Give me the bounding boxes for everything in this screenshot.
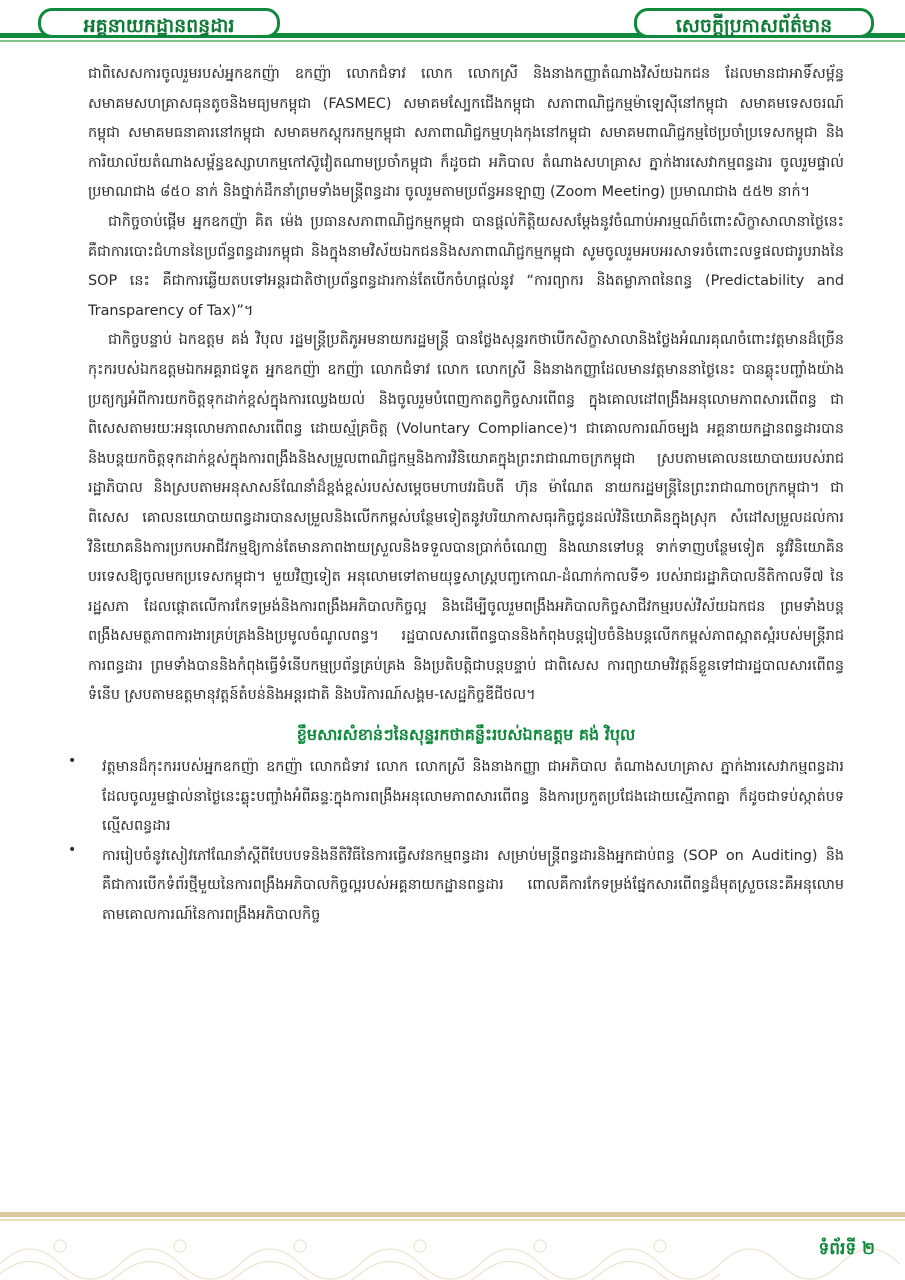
header-right-title: សេចក្តីប្រកាសព័ត៌មាន <box>634 8 874 38</box>
key-points-list <box>68 753 844 931</box>
bullet-text-2: ការរៀបចំនូវសៀវភៅណែនាំស្តីពីបែបបទនិងនីតិវិធីនៃការធ្វើសវនកម្មពន្ធដារ សម្រាប់មន្ត្រីពន្ធដារនិងអ្នកជាប់ពន្ធ (SOP on Auditing) និងគឺជាការបើកទំព័រថ្មីមួយនៃការពង្រឹងអភិបាលកិច្ចល្អរបស់អគ្គនាយកដ្ឋានពន្ធដារ ពោលគឺការកែទម្រង់ផ្នែកសារពើពន្ធដ៏មុតស្រួចនេះគឺអនុលោមតាមគោលការណ៍នៃការពង្រឹងអភិបាលកិច្ច <box>102 847 844 924</box>
bullet-text-1: វត្តមានដ៏កុះកររបស់អ្នកឧកញ៉ា ឧកញ៉ា លោកជំទាវ លោក លោកស្រី និងនាងកញ្ញា ជាអភិបាល តំណាងសហគ្រាស ភ្នាក់ងារសេវាកម្មពន្ធដារ ដែលចូលរួមផ្ទាល់នាថ្ងៃនេះឆ្លុះបញ្ចាំងអំពីឆន្ទៈក្នុងការពង្រឹងអនុលោមភាពសារពើពន្ធ និងការប្រកួតប្រជែងដោយស្មើភាពគ្នា ក៏ដូចជាទប់ស្កាត់បទល្មើសពន្ធដារ <box>102 759 844 835</box>
list-item <box>68 841 844 931</box>
page-header <box>0 0 905 50</box>
page-footer <box>0 1212 905 1280</box>
list-item <box>68 753 844 842</box>
footer-ornament-icon <box>0 1224 905 1280</box>
paragraph-2: ជាកិច្ចចាប់ផ្តើម អ្នកឧកញ៉ា គិត ម៉េង ប្រធានសភាពាណិជ្ជកម្មកម្ពុជា បានផ្តល់កិត្តិយសសម្តែងនូវចំណាប់អារម្មណ៍ចំពោះសិក្ខាសាលានាថ្ងៃនេះ គឺជាការបោះជំហាននៃប្រព័ន្ធពន្ធដារកម្ពុជា និងក្នុងនាមវិស័យឯកជននិងសភាពាណិជ្ជកម្មកម្ពុជា សូមចូលរួមអបអរសាទរចំពោះលទ្ធផលជារូបរាងនៃ SOP នេះ គឺជាការឆ្លើយតបទៅអន្តរជាតិថាប្រព័ន្ធពន្ធដារកាន់តែបើកចំហផ្តល់នូវ “ការព្យាករ និងតម្លាភាពនៃពន្ធ (Predictability and Transparency of Tax)”។ <box>88 213 844 319</box>
paragraph-3: ជាកិច្ចបន្ទាប់ ឯកឧត្តម គង់ វិបុល រដ្ឋមន្ត្រីប្រតិភូអមនាយករដ្ឋមន្ត្រី បានថ្លែងសុន្ទរកថាបើកសិក្ខាសាលានិងថ្លែងអំណរគុណចំពោះវត្តមានដ៏ច្រើនកុះករបស់ឯកឧត្តមឯកអគ្គរាជទូត អ្នកឧកញ៉ា ឧកញ៉ា លោកជំទាវ លោក លោកស្រី និងនាងកញ្ញាដែលមានវត្តមាននាថ្ងៃនេះ បានឆ្លុះបញ្ចាំងយ៉ាងប្រត្យក្សអំពីការយកចិត្តទុកដាក់ខ្ពស់ក្នុងការឈ្វេងយល់ និងចូលរួមបំពេញកាតព្វកិច្ចសារពើពន្ធ ក្នុងគោលដៅពង្រឹងអនុលោមភាពសារពើពន្ធ ជាពិសេសតាមរយៈអនុលោមភាពសារពើពន្ធ ដោយស្ម័គ្រចិត្ត (Voluntary Compliance)។ ជាគោលការណ៍ចម្បង អគ្គនាយកដ្ឋានពន្ធដារបាននិងបន្តយកចិត្តទុកដាក់ខ្ពស់ក្នុងការពង្រឹងនិងសម្រួលពាណិជ្ជកម្មនិងការវិនិយោគក្នុងព្រះរាជាណាចក្រកម្ពុជា ស្របតាមគោលនយោបាយរបស់រាជរដ្ឋាភិបាល និងស្របតាមអនុសាសន៍ណែនាំដ៏ខ្ពង់ខ្ពស់របស់សម្តេចមហាបវរធិបតី ហ៊ុន ម៉ាណែត នាយករដ្ឋមន្ត្រីនៃព្រះរាជាណាចក្រកម្ពុជា។ ជាពិសេស គោលនយោបាយពន្ធដារបានសម្រួលនិងលើកកម្ពស់បន្ថែមទៀតនូវបរិយាកាសធុរកិច្ចជូនដល់វិនិយោគិនក្នុងស្រុក សំដៅសម្រួលដល់ការវិនិយោគនិងការប្រកបអាជីវកម្មឱ្យកាន់តែមានភាពងាយស្រួលនិងទទួលបានប្រាក់ចំណេញ និងឈានទៅបន្ត ទាក់ទាញបន្ថែមទៀត នូវវិនិយោគិនបរទេសឱ្យចូលមកប្រទេសកម្ពុជា។ មួយវិញទៀត អនុលោមទៅតាមយុទ្ធសាស្ត្របញ្ចកោណ-ដំណាក់កាលទី១ របស់រាជរដ្ឋាភិបាលនីតិកាលទី៧ នៃរដ្ឋសភា ដែលផ្តោតលើការកែទម្រង់និងការពង្រឹងអភិបាលកិច្ចល្អ និងដើម្បីចូលរួមពង្រឹងអភិបាលកិច្ចសាជីវកម្មរបស់វិស័យឯកជន ព្រមទាំងបន្តពង្រឹងសមត្ថភាពការងារគ្រប់គ្រងនិងប្រមូលចំណូលពន្ធ។ រដ្ឋបាលសារពើពន្ធបាននិងកំពុងបន្តរៀបចំនិងបន្តលើកកម្ពស់ភាពស្អាតស្អំរបស់មន្ត្រីរាជការពន្ធដារ ព្រមទាំងបាននិងកំពុងធ្វើទំនើបកម្មប្រព័ន្ធគ្រប់គ្រង និងប្រតិបត្តិជាបន្តបន្ទាប់ ជាពិសេស ការព្យាយាមវិវត្តន៍ខ្លួនទៅជារដ្ឋបាលសារពើពន្ធទំនើប ស្របតាមឧត្តមានុវត្តន៍តំបន់និងអន្តរជាតិ និងបរិការណ៍សង្គម-សេដ្ឋកិច្ចឌីជីថល។ <box>88 332 844 704</box>
footer-rule <box>0 1212 905 1217</box>
section-subheading: ខ្លឹមសារសំខាន់ៗនៃសុន្ទរកថាគន្លឹះរបស់ឯកឧត្តម គង់ វិបុល <box>296 725 636 745</box>
paragraph-1: ជាពិសេសការចូលរួមរបស់អ្នកឧកញ៉ា ឧកញ៉ា លោកជំទាវ លោក លោកស្រី និងនាងកញ្ញាតំណាងវិស័យឯកជន ដែលមានជាអាទិ៍សម្ព័ន្ធសមាគមសហគ្រាសធុនតូចនិងមធ្យមកម្ពុជា (FASMEC) សមាគមស្បែកជើងកម្ពុជា សភាពាណិជ្ជកម្មម៉ាឡេស៊ីនៅកម្ពុជា សមាគមទេសចរណ៍កម្ពុជា សមាគមធនាគារនៅកម្ពុជា សមាគមកស្តុករកម្មកម្ពុជា សភាពាណិជ្ជកម្មហុងកុងនៅកម្ពុជា សមាគមពាណិជ្ជកម្មថៃប្រចាំប្រទេសកម្ពុជា និងការិយាល័យតំណាងសម្ព័ន្ធឧស្សាហកម្មកៅស៊ូវៀតណាមប្រចាំកម្ពុជា ក៏ដូចជា អភិបាល តំណាងសហគ្រាស ភ្នាក់ងារសេវាកម្មពន្ធដារ ចូលរួមផ្ទាល់ប្រមាណជាង ៨៥០ នាក់ និងថ្នាក់ដឹកនាំព្រមទាំងមន្ត្រីពន្ធដារ ចូលរួមតាមប្រព័ន្ធអនឡាញ (Zoom Meeting) ប្រមាណជាង ៥៥២ នាក់។ <box>88 66 844 201</box>
article-body <box>68 60 844 931</box>
bullet-icon: • <box>68 841 77 858</box>
footer-rule-thin <box>0 1219 905 1221</box>
header-left-title: អគ្គនាយកដ្ឋានពន្ធដារ <box>38 8 280 38</box>
bullet-icon: • <box>68 753 77 770</box>
page-number: ទំព័រទី ២ <box>818 1239 875 1259</box>
